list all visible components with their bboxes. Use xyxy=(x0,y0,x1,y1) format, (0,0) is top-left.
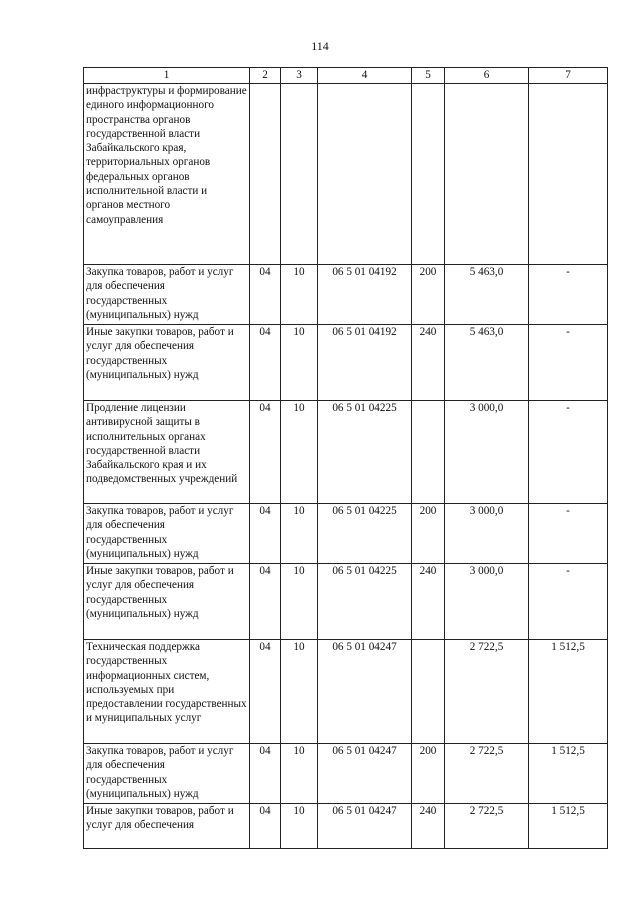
row-amount-1: 3 000,0 xyxy=(445,401,529,504)
row-amount-2: 1 512,5 xyxy=(529,640,608,744)
table-row xyxy=(84,804,608,849)
budget-table xyxy=(83,67,608,849)
header-col-3: 3 xyxy=(281,68,318,84)
row-subsection: 10 xyxy=(281,325,318,401)
row-subsection xyxy=(281,84,318,265)
header-row xyxy=(84,68,608,84)
row-section: 04 xyxy=(250,401,281,504)
row-subsection: 10 xyxy=(281,401,318,504)
row-amount-2: - xyxy=(529,401,608,504)
row-section: 04 xyxy=(250,265,281,325)
table-row xyxy=(84,325,608,401)
row-amount-2: 1 512,5 xyxy=(529,804,608,849)
row-subsection: 10 xyxy=(281,640,318,744)
table-row xyxy=(84,640,608,744)
row-target-code: 06 5 01 04247 xyxy=(318,804,412,849)
row-name: Закупка товаров, работ и услуг для обеспечения государственных (муниципальных) нужд xyxy=(84,265,250,325)
row-expense-type: 200 xyxy=(412,265,445,325)
row-subsection: 10 xyxy=(281,504,318,564)
header-col-4: 4 xyxy=(318,68,412,84)
row-name: Закупка товаров, работ и услуг для обеспечения государственных (муниципальных) нужд xyxy=(84,744,250,804)
header-col-5: 5 xyxy=(412,68,445,84)
row-name: Продление лицензии антивирусной защиты в исполнительных органах государственной власти Забайкальского края и их подведомственных учреждений xyxy=(84,401,250,504)
row-target-code: 06 5 01 04225 xyxy=(318,504,412,564)
row-expense-type: 240 xyxy=(412,564,445,640)
row-amount-1: 5 463,0 xyxy=(445,325,529,401)
header-col-7: 7 xyxy=(529,68,608,84)
row-expense-type: 200 xyxy=(412,504,445,564)
table-row xyxy=(84,265,608,325)
row-name: Иные закупки товаров, работ и услуг для обеспечения xyxy=(84,804,250,849)
row-subsection: 10 xyxy=(281,564,318,640)
row-target-code: 06 5 01 04192 xyxy=(318,325,412,401)
page-number: 114 xyxy=(311,39,329,53)
row-target-code: 06 5 01 04225 xyxy=(318,401,412,504)
row-amount-1 xyxy=(445,84,529,265)
row-name: инфраструктуры и формирование единого информационного пространства органов государственной власти Забайкальского края, территориальных органов федеральных органов исполнительной власти и органов местного самоуправления xyxy=(84,84,250,265)
row-amount-2: - xyxy=(529,325,608,401)
row-section: 04 xyxy=(250,804,281,849)
row-target-code: 06 5 01 04247 xyxy=(318,640,412,744)
row-expense-type: 240 xyxy=(412,804,445,849)
row-target-code: 06 5 01 04225 xyxy=(318,564,412,640)
row-subsection: 10 xyxy=(281,265,318,325)
table-row xyxy=(84,504,608,564)
row-section: 04 xyxy=(250,640,281,744)
row-target-code: 06 5 01 04192 xyxy=(318,265,412,325)
table-row xyxy=(84,564,608,640)
row-name: Иные закупки товаров, работ и услуг для обеспечения государственных (муниципальных) нужд xyxy=(84,564,250,640)
row-expense-type xyxy=(412,84,445,265)
row-section: 04 xyxy=(250,564,281,640)
header-col-6: 6 xyxy=(445,68,529,84)
row-amount-1: 2 722,5 xyxy=(445,804,529,849)
row-expense-type: 200 xyxy=(412,744,445,804)
table-row xyxy=(84,401,608,504)
row-section: 04 xyxy=(250,504,281,564)
row-amount-1: 5 463,0 xyxy=(445,265,529,325)
row-amount-1: 3 000,0 xyxy=(445,504,529,564)
row-amount-1: 3 000,0 xyxy=(445,564,529,640)
row-section: 04 xyxy=(250,744,281,804)
row-expense-type xyxy=(412,401,445,504)
header-col-2: 2 xyxy=(250,68,281,84)
row-subsection: 10 xyxy=(281,744,318,804)
table-row xyxy=(84,84,608,265)
row-target-code: 06 5 01 04247 xyxy=(318,744,412,804)
row-name: Закупка товаров, работ и услуг для обеспечения государственных (муниципальных) нужд xyxy=(84,504,250,564)
row-expense-type: 240 xyxy=(412,325,445,401)
row-amount-2: - xyxy=(529,504,608,564)
row-amount-2: - xyxy=(529,564,608,640)
table-row xyxy=(84,744,608,804)
row-target-code xyxy=(318,84,412,265)
row-expense-type xyxy=(412,640,445,744)
row-amount-2: - xyxy=(529,265,608,325)
row-section: 04 xyxy=(250,325,281,401)
row-amount-1: 2 722,5 xyxy=(445,744,529,804)
row-name: Техническая поддержка государственных информационных систем, используемых при предоставлении государственных и муниципальных услуг xyxy=(84,640,250,744)
row-amount-1: 2 722,5 xyxy=(445,640,529,744)
row-name: Иные закупки товаров, работ и услуг для обеспечения государственных (муниципальных) нужд xyxy=(84,325,250,401)
row-amount-2: 1 512,5 xyxy=(529,744,608,804)
row-subsection: 10 xyxy=(281,804,318,849)
row-amount-2 xyxy=(529,84,608,265)
header-col-1: 1 xyxy=(84,68,250,84)
row-section xyxy=(250,84,281,265)
